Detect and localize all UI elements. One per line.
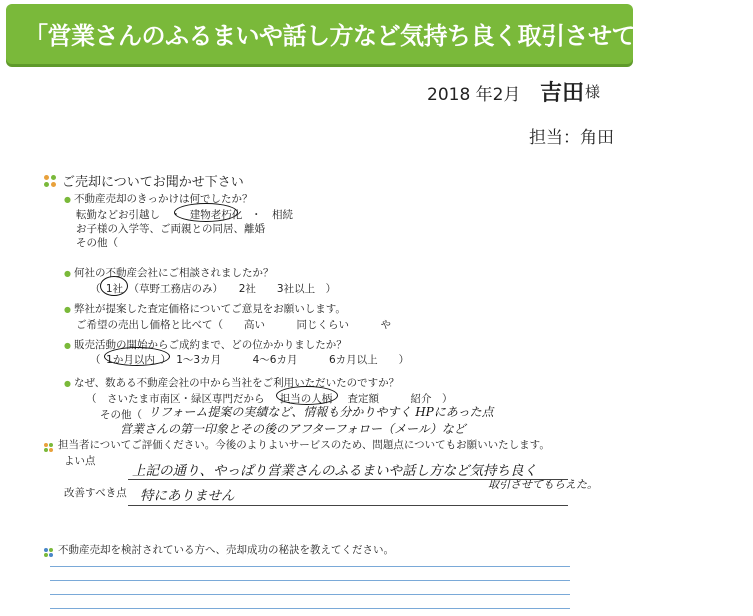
- improve-handwritten: 特にありません: [140, 488, 235, 504]
- section3-heading: 不動産売却を検討されている方へ、売却成功の秘訣を教えてください。: [58, 544, 394, 556]
- q2-text: 何社の不動産会社にご相談されましたか？: [73, 267, 274, 279]
- improve-underline: [128, 505, 568, 506]
- section1-heading: ご売却についてお聞かせ下さい: [62, 175, 244, 190]
- survey-date: 2018 年2月: [427, 85, 521, 105]
- q4-question: [64, 337, 347, 352]
- q5-option-personality: 担当の人柄: [279, 393, 333, 405]
- q3-text: 弊社が提案した査定価格についてご意見をお願いします。: [73, 303, 346, 315]
- q5-other-label: その他（: [100, 409, 142, 421]
- good-points-handwritten-2: 取引させてもらえた。: [488, 478, 598, 491]
- good-points-handwritten-1: 上記の通り、やっぱり営業さんのふるまいや話し方など気持ち良く: [132, 463, 537, 479]
- honorific: 様: [585, 83, 601, 101]
- q2-question: [64, 265, 273, 280]
- section-icon: [44, 173, 57, 192]
- section-icon: [44, 543, 54, 562]
- banner-title: 「営業さんのふるまいや話し方など気持ち良く取引させてもらえた」: [24, 22, 753, 50]
- q3-question: [64, 301, 346, 316]
- q5-question: [64, 375, 399, 390]
- q5-options-rest: 査定額 紹介 ）: [347, 393, 453, 405]
- q4-text: 販売活動の開始からご成約まで、どの位かかりましたか？: [73, 339, 347, 351]
- answer-rule: [50, 594, 570, 595]
- q3-line: ご希望の売出し価格と比べて（ 高い 同じくらい や: [76, 319, 391, 331]
- q4-options-rest: ） 1〜3カ月 4〜6カ月 6カ月以上 ）: [160, 354, 410, 366]
- q1-text: 不動産売却のきっかけは何でしたか？: [73, 193, 253, 205]
- q5-option-area: （ さいたま市南区・緑区専門だから: [86, 393, 265, 405]
- answer-rule: [50, 608, 570, 609]
- q2-selected-circle: [100, 276, 128, 296]
- answer-rule: [50, 566, 570, 567]
- q2-paren: （: [90, 283, 101, 295]
- staff-name: 担当：角田: [529, 128, 614, 148]
- answer-rule: [50, 580, 570, 581]
- section-icon: [44, 438, 54, 457]
- q4-paren: （: [90, 354, 101, 366]
- q5-handwritten-1: リフォーム提案の実績など、情報も分かりやすく HPにあった点: [148, 405, 494, 419]
- bullet-icon: ●: [64, 341, 71, 350]
- good-points-underline: [128, 479, 568, 480]
- q1-line3: その他（: [76, 237, 118, 249]
- section2-heading: 担当者についてご評価ください。今後のよりよいサービスのため、問題点についてもお願いいたします。: [58, 439, 550, 451]
- q5-text: なぜ、数ある不動産会社の中から当社をご利用いただいたのですか？: [73, 377, 400, 389]
- q1-option-aging: 建物老朽化: [189, 209, 243, 221]
- q4-option-1month: 1か月以内: [106, 354, 155, 366]
- q1-option-moving: 転勤などお引越し ・: [76, 209, 181, 221]
- q5-handwritten-2: 営業さんの第一印象とその後のアフターフォロー（メール）など: [120, 422, 466, 436]
- q1-line2: お子様の入学等、ご両親との同居、離婚: [76, 223, 265, 235]
- q2-option-one: 1社: [105, 283, 124, 295]
- bullet-icon: ●: [64, 195, 71, 204]
- customer-name: 吉田: [540, 81, 585, 106]
- q1-selected-circle: [174, 203, 238, 222]
- bullet-icon: ●: [64, 269, 71, 278]
- q1-option-inherit: ・ 相続: [251, 209, 293, 221]
- improve-label: 改善すべき点: [64, 487, 127, 499]
- q2-options-rest: （草野工務店のみ） 2社 3社以上 ）: [128, 283, 337, 295]
- q4-selected-circle: [104, 347, 170, 366]
- bullet-icon: ●: [64, 379, 71, 388]
- good-points-label: よい点: [64, 455, 96, 467]
- bullet-icon: ●: [64, 305, 71, 314]
